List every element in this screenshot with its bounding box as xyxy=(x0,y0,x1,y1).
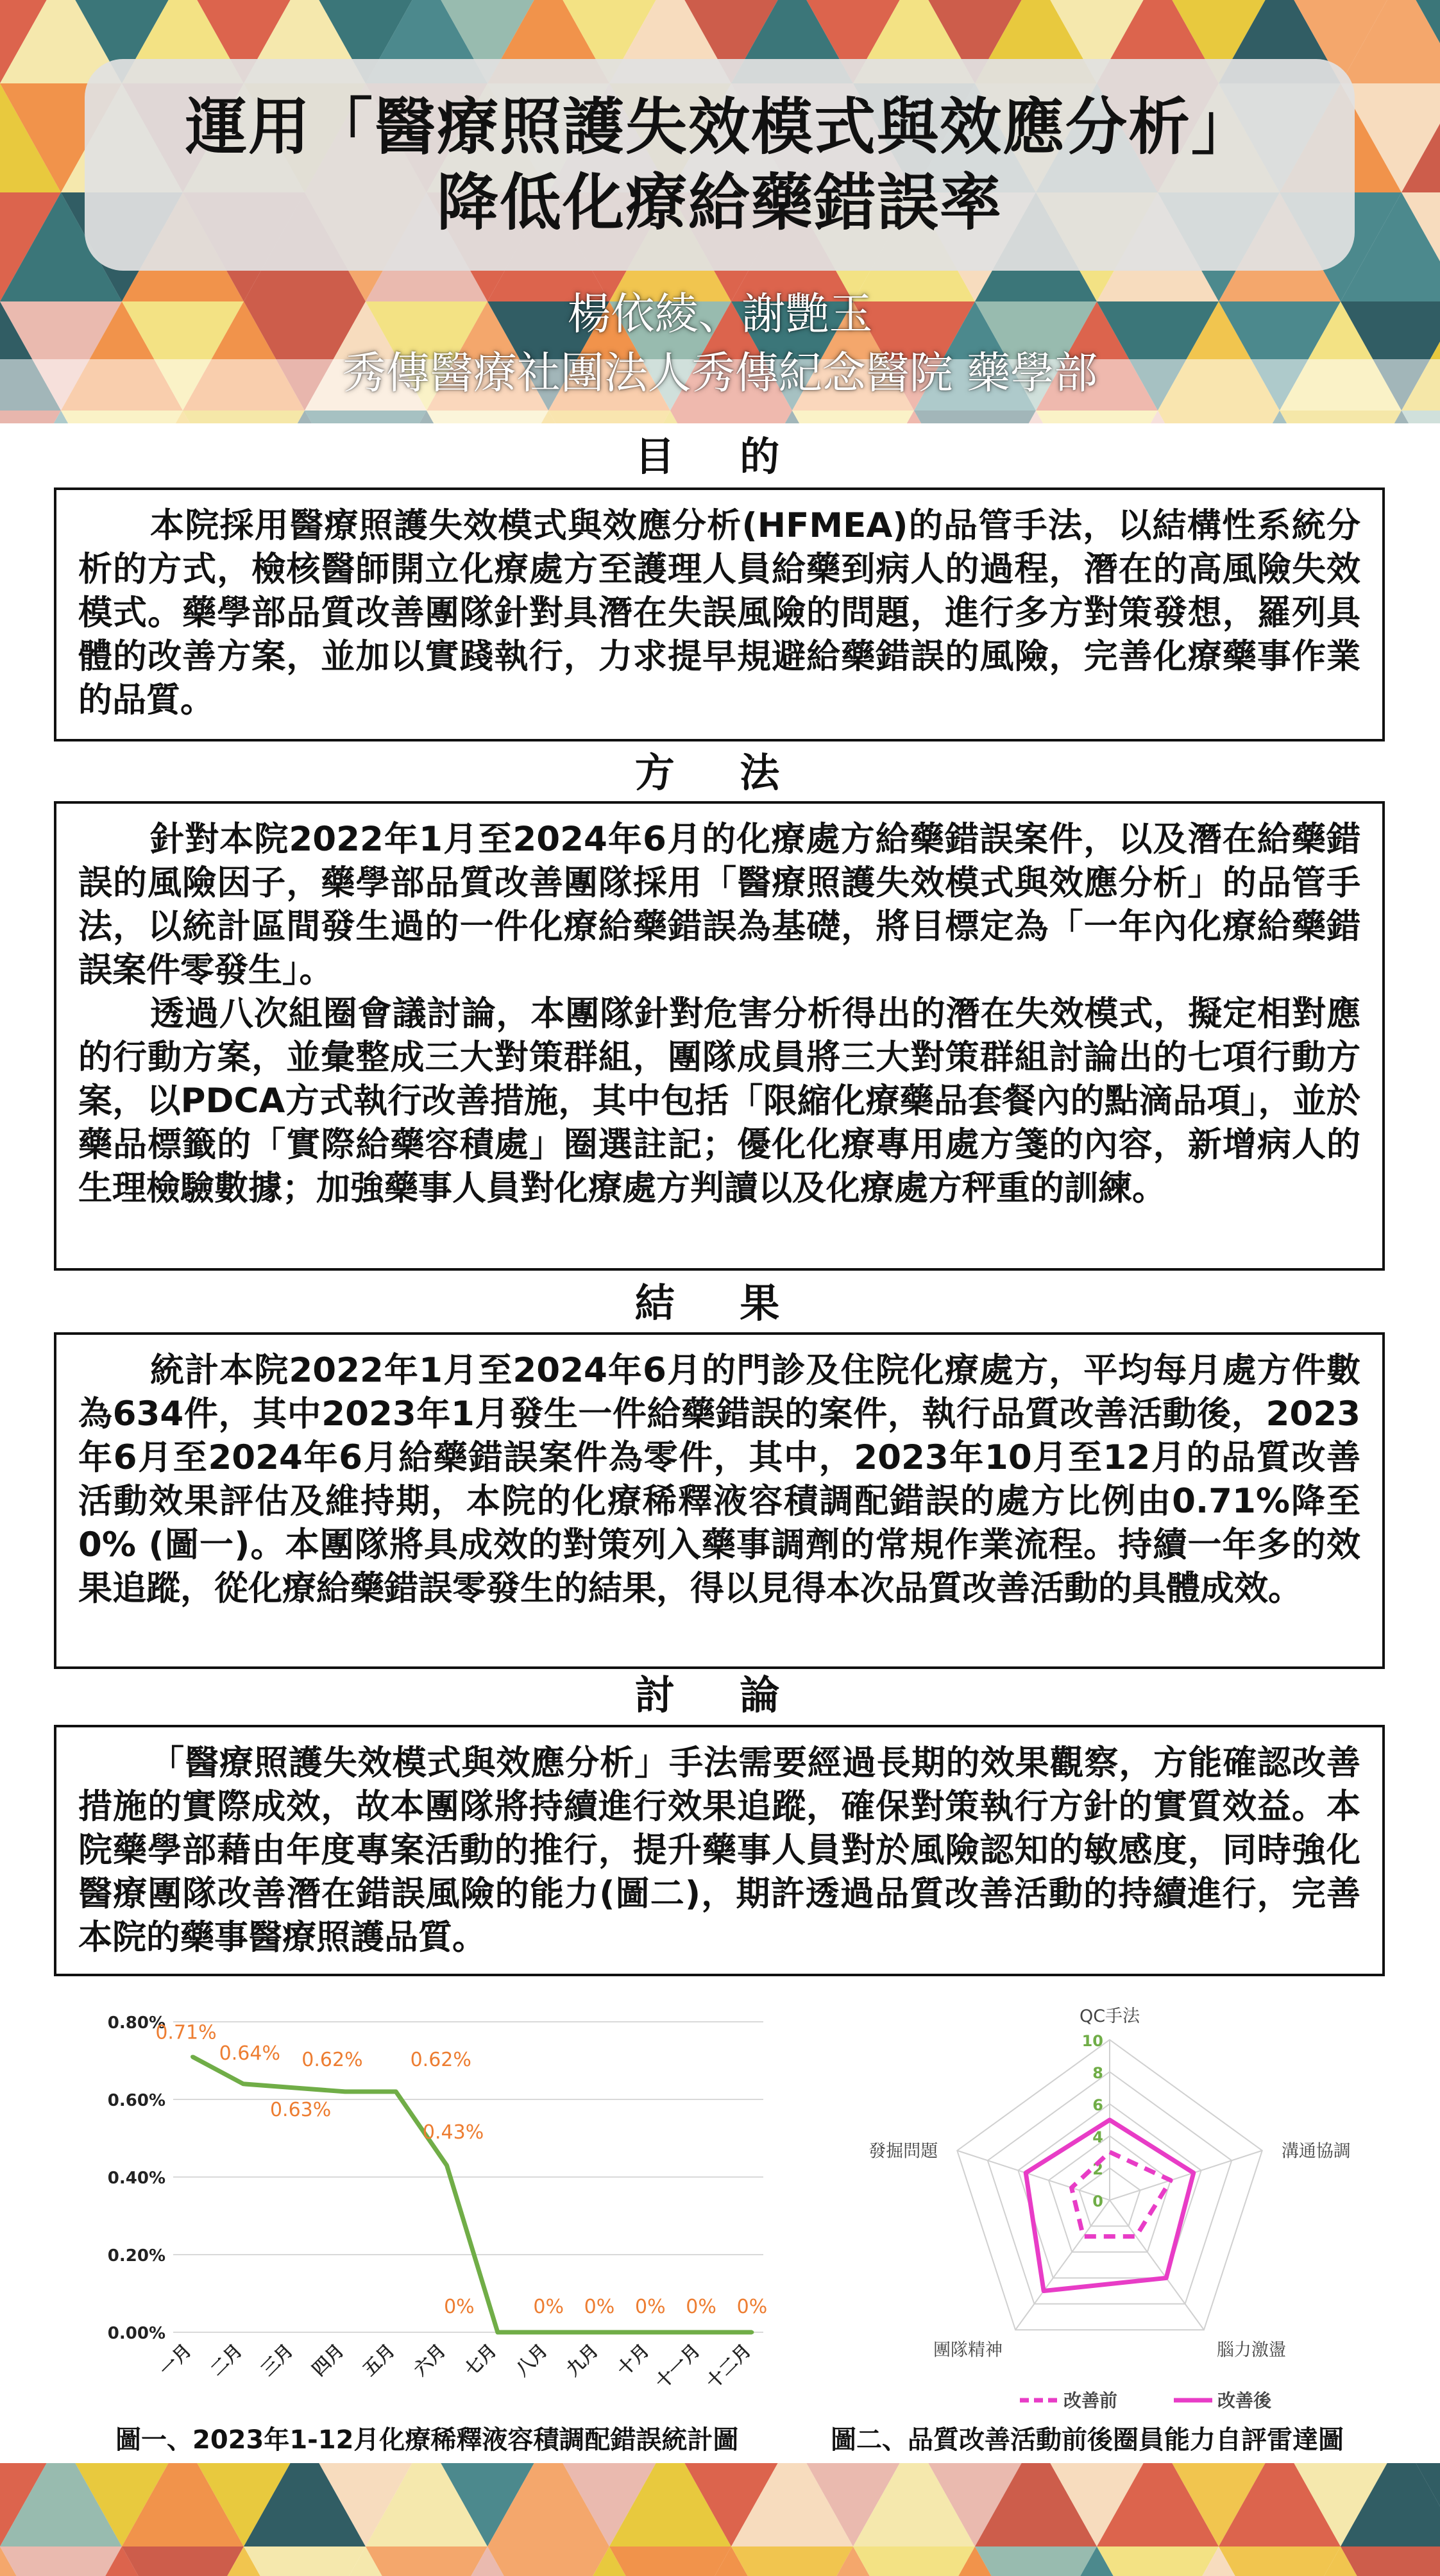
data-label: 0.71% xyxy=(155,2021,217,2044)
data-label: 0% xyxy=(686,2296,716,2318)
data-point xyxy=(343,2090,347,2094)
data-point xyxy=(648,2330,652,2334)
x-tick-label: 三月 xyxy=(257,2339,298,2380)
radar-axis-label: 腦力激盪 xyxy=(1216,2340,1286,2360)
x-tick-label: 十二月 xyxy=(702,2339,756,2393)
data-point xyxy=(394,2090,398,2094)
pattern-triangle xyxy=(244,2546,366,2576)
figure-2-caption: 圖二、品質改善活動前後圈員能力自評雷達圖 xyxy=(831,2425,1344,2455)
y-tick-label: 0.80% xyxy=(107,2013,165,2033)
x-tick-label: 一月 xyxy=(155,2339,196,2380)
pattern-triangle xyxy=(609,2546,731,2576)
method-paragraph-1: 針對本院2022年1月至2024年6月的化療處方給藥錯誤案件，以及潛在給藥錯誤的風險因子，藥學部品質改善團隊採用「醫療照護失效模式與效應分析」的品管手法，以統計區間發生過的一件化療給藥錯誤為基礎，將目標定為「一年內化療給藥錯誤案件零發生」。 xyxy=(78,820,1360,990)
authors: 楊依綾、謝艷玉 xyxy=(567,289,873,340)
data-label: 0.43% xyxy=(422,2121,484,2144)
data-point xyxy=(241,2082,245,2086)
data-label: 0% xyxy=(584,2296,615,2318)
data-point xyxy=(496,2330,500,2334)
title-line-2: 降低化療給藥錯誤率 xyxy=(437,167,1003,239)
data-label: 0% xyxy=(444,2296,475,2318)
x-tick-label: 十月 xyxy=(613,2339,654,2380)
data-point xyxy=(546,2330,550,2334)
x-tick-label: 四月 xyxy=(307,2339,348,2380)
title-box xyxy=(85,59,1355,271)
figure-1-caption: 圖一、2023年1-12月化療稀釋液容積調配錯誤統計圖 xyxy=(115,2425,739,2455)
section-heading-purpose: 目 的 xyxy=(634,433,806,480)
pattern-triangle xyxy=(366,2546,487,2576)
radar-axis-label: 發掘問題 xyxy=(868,2141,938,2162)
data-label: 0.63% xyxy=(269,2098,332,2121)
radar-tick-label: 8 xyxy=(1092,2064,1103,2082)
y-tick-label: 0.60% xyxy=(107,2091,165,2110)
pattern-triangle xyxy=(487,2546,609,2576)
decorative-bottom-band xyxy=(0,2463,1440,2576)
radar-spoke xyxy=(1110,2200,1204,2330)
section-heading-discussion: 討 論 xyxy=(634,1672,806,1718)
pattern-triangle xyxy=(975,2546,1097,2576)
pattern-triangle xyxy=(122,2546,244,2576)
data-label: 0.62% xyxy=(301,2048,363,2071)
legend-label: 改善後 xyxy=(1217,2390,1272,2411)
radar-tick-label: 2 xyxy=(1092,2160,1103,2178)
section-box-results xyxy=(54,1332,1385,1669)
section-box-purpose xyxy=(54,487,1385,741)
method-paragraph-2: 透過八次組圈會議討論，本團隊針對危害分析得出的潛在失效模式，擬定相對應的行動方案，並彙整成三大對策群組，團隊成員將三大對策群組討論出的七項行動方案，以PDCA方式執行改善措施，其中包括「限縮化療藥品套餐內的點滴品項」，並於藥品標籤的「實際給藥容積處」圈選註記；優化化療專用處方箋的內容，新增病人的生理檢驗數據；加強藥事人員對化療處方判讀以及化療處方秤重的訓練。 xyxy=(78,994,1360,1208)
data-label: 0.62% xyxy=(410,2048,471,2071)
x-tick-label: 十一月 xyxy=(651,2339,705,2393)
affiliation: 秀傳醫療社團法人秀傳紀念醫院 藥學部 xyxy=(342,348,1098,399)
purpose-paragraph: 本院採用醫療照護失效模式與效應分析(HFMEA)的品管手法，以結構性系統分析的方式，檢核醫師開立化療處方至護理人員給藥到病人的過程，潛在的高風險失效模式。藥學部品質改善團隊針對具潛在失誤風險的問題，進行多方對策發想，羅列具體的改善方案，並加以實踐執行，力求提早規避給藥錯誤的風險，完善化療藥事作業的品質。 xyxy=(78,506,1360,720)
radar-chart-figure-2 xyxy=(821,1982,1398,2431)
pattern-triangle xyxy=(1097,2546,1219,2576)
x-tick-label: 七月 xyxy=(460,2339,501,2380)
line-chart-figure-1 xyxy=(96,1988,802,2425)
radar-axis-label: 團隊精神 xyxy=(933,2340,1003,2360)
section-box-discussion xyxy=(54,1725,1385,1976)
radar-axis-label: QC手法 xyxy=(1079,2006,1140,2026)
legend-label: 改善前 xyxy=(1063,2390,1118,2411)
data-label: 0% xyxy=(533,2296,564,2318)
pattern-triangle xyxy=(1219,2546,1341,2576)
data-point xyxy=(445,2164,449,2167)
y-tick-label: 0.20% xyxy=(107,2246,165,2266)
data-label: 0% xyxy=(634,2296,666,2318)
data-point xyxy=(597,2330,601,2334)
title-line-1: 運用「醫療照護失效模式與效應分析」 xyxy=(185,91,1254,163)
pattern-triangle xyxy=(731,2546,853,2576)
x-tick-label: 六月 xyxy=(409,2339,450,2380)
section-heading-results: 結 果 xyxy=(634,1280,806,1326)
radar-spoke xyxy=(1015,2200,1110,2330)
radar-tick-label: 6 xyxy=(1092,2096,1103,2114)
pattern-triangle xyxy=(0,2546,122,2576)
series-before xyxy=(1072,2152,1171,2237)
results-paragraph: 統計本院2022年1月至2024年6月的門診及住院化療處方，平均每月處方件數為634件，其中2023年1月發生一件給藥錯誤的案件，執行品質改善活動後，2023年6月至2024年6月給藥錯誤案件為零件，其中，2023年10月至12月的品質改善活動效果評估及維持期，本院的化療稀釋液容積調配錯誤的處方比例由0.71%降至0% (圖一)。本團隊將具成效的對策列入藥事調劑的常規作業流程。持續一年多的效果追蹤，從化療給藥錯誤零發生的結果，得以見得本次品質改善活動的具體成效。 xyxy=(78,1351,1360,1608)
x-tick-label: 五月 xyxy=(359,2339,400,2380)
y-tick-label: 0.40% xyxy=(107,2169,165,2188)
section-box-method xyxy=(54,801,1385,1271)
pattern-triangle xyxy=(853,2546,975,2576)
section-heading-method: 方 法 xyxy=(634,749,806,796)
y-tick-label: 0.00% xyxy=(107,2324,165,2343)
x-tick-label: 二月 xyxy=(206,2339,247,2380)
radar-tick-label: 0 xyxy=(1092,2192,1103,2210)
data-point xyxy=(750,2330,754,2334)
data-label: 0% xyxy=(736,2296,768,2318)
triangle-pattern-bottom xyxy=(0,2463,1440,2576)
data-label: 0.64% xyxy=(219,2042,280,2065)
radar-tick-label: 10 xyxy=(1081,2032,1103,2050)
radar-spoke xyxy=(1110,2151,1262,2200)
data-point xyxy=(699,2330,703,2334)
data-point xyxy=(191,2055,194,2058)
x-tick-label: 八月 xyxy=(511,2339,552,2380)
x-tick-label: 九月 xyxy=(562,2339,603,2380)
data-point xyxy=(292,2086,296,2090)
radar-axis-label: 溝通協調 xyxy=(1281,2141,1351,2162)
radar-tick-label: 4 xyxy=(1092,2128,1103,2146)
pattern-triangle xyxy=(1341,2546,1440,2576)
discussion-paragraph: 「醫療照護失效模式與效應分析」手法需要經過長期的效果觀察，方能確認改善措施的實際成效，故本團隊將持續進行效果追蹤，確保對策執行方針的實質效益。本院藥學部藉由年度專案活動的推行，提升藥事人員對於風險認知的敏感度，同時強化醫療團隊改善潛在錯誤風險的能力(圖二)，期許透過品質改善活動的持續進行，完善本院的藥事醫療照護品質。 xyxy=(78,1743,1360,1957)
